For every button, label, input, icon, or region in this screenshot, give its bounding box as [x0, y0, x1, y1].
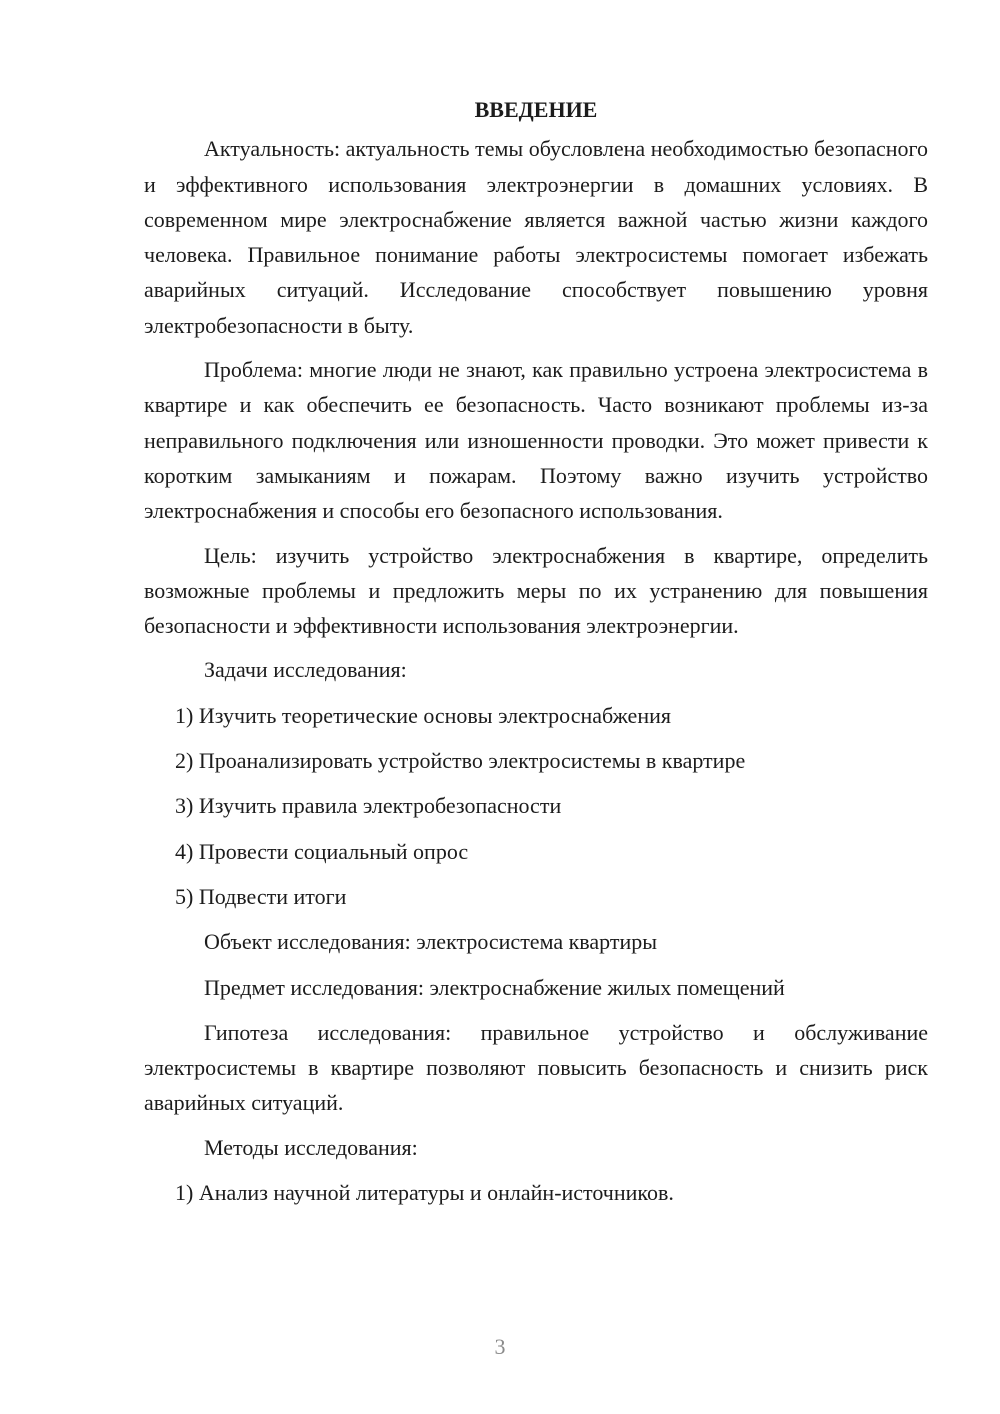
hypothesis-paragraph: Гипотеза исследования: правильное устройство и обслуживание электросистемы в квартире позволяют повысить безопасность и снизить риск аварийных ситуаций. — [144, 1019, 928, 1116]
goal-paragraph: Цель: изучить устройство электроснабжения в квартире, определить возможные проблемы и предложить меры по их устранению для повышения безопасности и эффективности использования электроэнергии. — [144, 542, 928, 639]
problem-paragraph: Проблема: многие люди не знают, как правильно устроена электросистема в квартире и как обеспечить ее безопасность. Часто возникают проблемы из-за неправильного подключения или изношенности проводки. Это может привести к коротким замыканиям и пожарам. Поэтому важно изучить устройство электроснабжения и способы его безопасного использования. — [144, 357, 928, 524]
task-item: 5) Подвести итоги — [175, 883, 347, 909]
page-number: 3 — [494, 1334, 506, 1359]
task-item: 2) Проанализировать устройство электросистемы в квартире — [175, 748, 746, 774]
section-title: ВВЕДЕНИЕ — [474, 97, 598, 122]
document-page — [144, 92, 928, 1220]
method-item: 1) Анализ научной литературы и онлайн-источников. — [175, 1180, 674, 1206]
task-item: 1) Изучить теоретические основы электроснабжения — [175, 702, 671, 728]
research-object: Объект исследования: электросистема квартиры — [204, 929, 658, 955]
tasks-label: Задачи исследования: — [204, 657, 407, 683]
task-item: 3) Изучить правила электробезопасности — [175, 793, 562, 819]
task-item: 4) Провести социальный опрос — [175, 838, 469, 864]
relevance-paragraph: Актуальность: актуальность темы обусловлена необходимостью безопасного и эффективного использования электроэнергии в домашних условиях. В современном мире электроснабжение является важной частью жизни каждого человека. Правильное понимание работы электросистемы помогает избежать аварийных ситуаций. Исследование способствует повышению уровня электробезопасности в быту. — [144, 136, 928, 338]
research-subject: Предмет исследования: электроснабжение жилых помещений — [204, 974, 785, 1000]
methods-label: Методы исследования: — [204, 1134, 418, 1160]
